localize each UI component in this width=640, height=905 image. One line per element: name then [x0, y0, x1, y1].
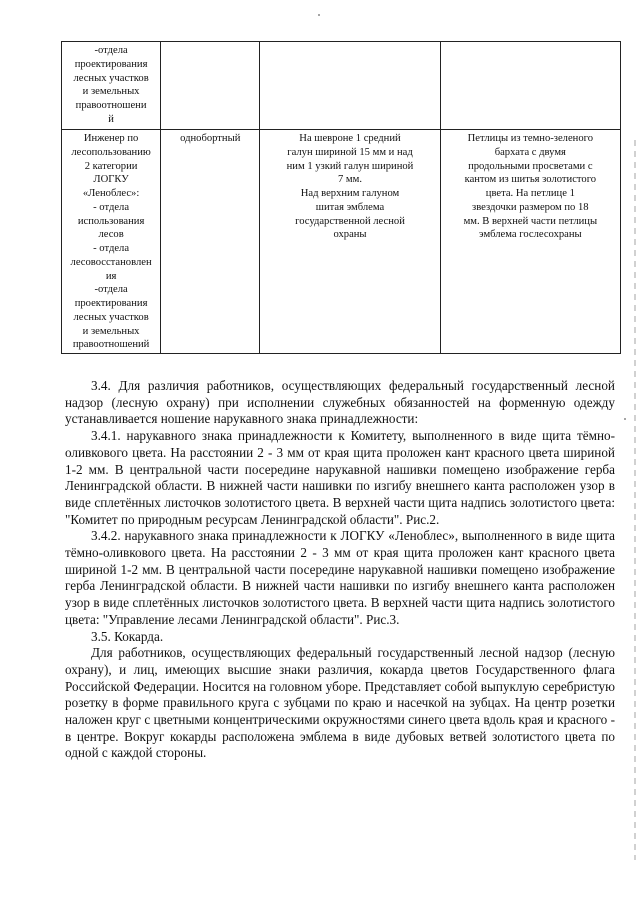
cell-line: - отдела [93, 243, 130, 255]
uniform-insignia-table [61, 41, 621, 354]
cell-line: лесов [98, 229, 124, 241]
cell-line: ЛОГКУ [93, 174, 129, 186]
cell-line: ним 1 узкий галун шириной [286, 160, 414, 172]
cell-line: На шевроне 1 средний [299, 133, 401, 144]
paragraph-3-4: 3.4. Для различия работников, осуществляющих федеральный государственный лесной надзор (лесную охрану) при исполнении служебных обязанностей на форменную одежду устанавливается ношение нарукавного знака принадлежности: [65, 378, 615, 427]
cell-line: проектирования [74, 298, 148, 310]
cell-line: Инженер по [83, 133, 139, 144]
cell-line: мм. В верхней части петлицы [463, 215, 598, 227]
cell-line: эмблема гослесохраны [478, 229, 582, 241]
cell-line: Над верхним галуном [300, 188, 400, 200]
table-cell-position [62, 42, 161, 130]
cell-line: продольными просветами с [468, 160, 593, 172]
cell-line: Петлицы из темно-зеленого [467, 133, 594, 144]
body-text [65, 378, 615, 762]
table-cell-sleeve-insignia [260, 130, 440, 354]
cell-line: «Леноблес»: [82, 188, 140, 200]
cell-line: кантом из шитья золотистого [464, 174, 597, 186]
table-row [62, 130, 621, 354]
table-cell-position [62, 130, 161, 354]
scan-speck [624, 418, 626, 420]
cell-line: правоотношений [72, 339, 150, 351]
cell-line: государственной лесной [295, 215, 405, 227]
paragraph-cockade: Для работников, осуществляющих федеральный государственный лесной надзор (лесную охрану), и лиц, имеющих высшие знаки различия, кокарда цветов Государственного флага Российской Федерации. Носится на головном уборе. Представляет собой выпуклую серебристую розетку в форме правильного круга с зубцами по краю и насечкой на зубцах. На центр розетки наложен круг с цветными концентрическими окружностями синего цвета вдоль края и красного - в центре. Вокруг кокарды расположена эмблема в виде дубовых ветвей золотистого цвета по одной с каждой стороны. [65, 645, 615, 761]
cell-line: лесных участков [73, 311, 149, 323]
table-cell-sleeve-insignia [260, 42, 440, 130]
paragraph-3-4-1: 3.4.1. нарукавного знака принадлежности к Комитету, выполненного в виде щита тёмно-оливкового цвета. На расстоянии 2 - 3 мм от края щита проложен кант красного цвета шириной 1-2 мм. В центральной части посередине нарукавной нашивки помещено изображение герба Ленинградской области. В нижней части нашивки по изгибу внешнего канта расположен узор в виде сплетённых листочков золотистого цвета. В верхней части щита надпись золотистого цвета: "Комитет по природным ресурсам Ленинградской области". Рис.2. [65, 428, 615, 527]
paragraph-3-4-2: 3.4.2. нарукавного знака принадлежности к ЛОГКУ «Леноблес», выполненного в виде щита тёмно-оливкового цвета. На расстоянии 2 - 3 мм от края щита проложен кант красного цвета шириной 1-2 мм. В центральной части посередине нарукавной нашивки помещено изображение герба Ленинградской области. В нижней части нашивки по изгибу внешнего канта расположен узор в виде сплетённых листочков золотистого цвета. В верхней части щита надпись золотистого цвета: "Управление лесами Ленинградской области". Рис.3. [65, 528, 615, 627]
cell-line: шитая эмблема [315, 201, 385, 213]
cell-line: галун шириной 15 мм и над [287, 146, 413, 158]
cell-line: лесных участков [73, 72, 149, 84]
cell-line: 7 мм. [337, 174, 362, 186]
table-row [62, 42, 621, 130]
section-heading-cockade: 3.5. Кокарда. [91, 628, 164, 644]
cell-line: цвета. На петлице 1 [485, 188, 575, 200]
cell-line: проектирования [74, 58, 148, 70]
cell-line: охраны [333, 229, 367, 241]
cell-line: ия [105, 270, 117, 282]
cell-line: правоотношени [75, 100, 147, 112]
cell-line: и земельных [82, 86, 140, 98]
cell-line: и земельных [82, 325, 140, 337]
cell-line: однобортный [180, 133, 241, 144]
cell-line: бархата с двумя [494, 146, 566, 158]
cell-line: лесопользованию [71, 146, 151, 158]
cell-line: й [108, 113, 114, 125]
table-cell-cut [161, 42, 260, 130]
table-cell-collar-tabs [440, 42, 620, 130]
table-cell-cut [161, 130, 260, 354]
scan-speck [318, 14, 320, 16]
cell-line: звездочки размером по 18 [472, 201, 589, 213]
cell-line: лесовосстановлен [70, 256, 152, 268]
cell-line: -отдела [94, 284, 128, 296]
cell-line: 2 категории [84, 160, 138, 172]
cell-line: - отдела [93, 201, 130, 213]
table-cell-collar-tabs [440, 130, 620, 354]
cell-line: использования [77, 215, 145, 227]
scan-edge-artifact [634, 140, 636, 860]
cell-line: -отдела [94, 45, 128, 56]
